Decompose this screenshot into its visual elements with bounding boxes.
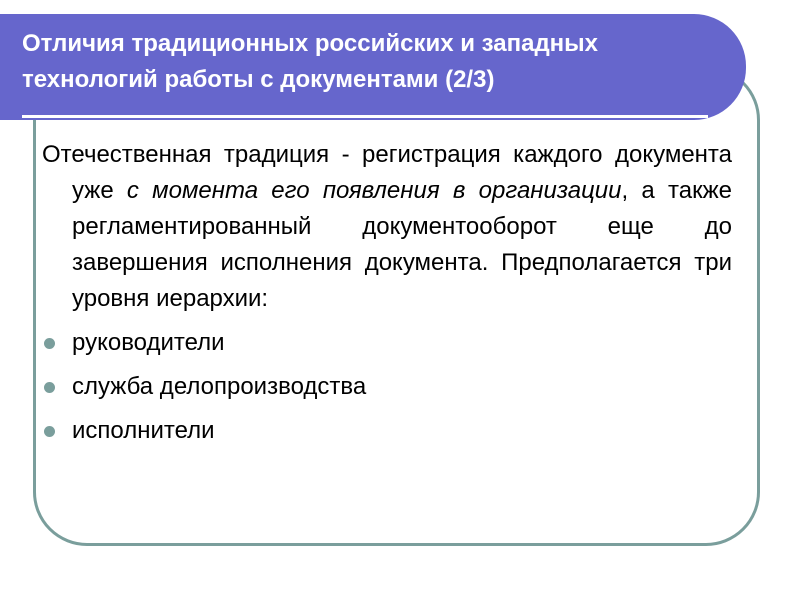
list-item-label: служба делопроизводства — [72, 373, 367, 400]
list-item — [42, 369, 732, 413]
title-underline — [22, 115, 708, 118]
list-item — [42, 413, 732, 457]
title-banner — [0, 14, 746, 120]
bullet-dot-icon — [44, 426, 55, 437]
lead-paragraph — [42, 137, 732, 317]
slide-body — [42, 137, 732, 457]
lead-text-emphasis: с момента его появления в организации — [126, 177, 622, 204]
bullet-dot-icon — [44, 382, 55, 393]
lead-text-part2: , а также регламентированный документооборот еще до завершения исполнения документа. Предполагается три уровня иерархии: — [72, 177, 732, 312]
lead-text-part1: Отечественная традиция - регистрация каждого документа уже — [42, 141, 732, 204]
list-item-label: руководители — [72, 329, 225, 356]
slide-title: Отличия традиционных российских и западных технологий работы с документами (2/3) — [22, 30, 599, 93]
bullet-dot-icon — [44, 338, 55, 349]
bullet-list — [42, 325, 732, 457]
list-item-label: исполнители — [72, 417, 215, 444]
list-item — [42, 325, 732, 369]
